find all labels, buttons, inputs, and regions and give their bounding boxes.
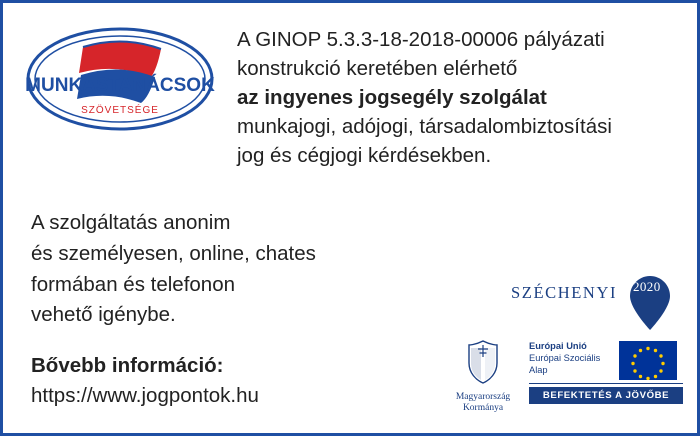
coat-caption-line-1: Magyarország: [455, 392, 511, 402]
hungary-coat-of-arms-block: [443, 339, 523, 415]
headline-line-5: jog és cégjogi kérdésekben.: [237, 144, 492, 168]
info-block: [31, 351, 461, 411]
funding-logo-row: [443, 339, 683, 417]
coat-caption: [443, 392, 523, 415]
eu-label-line-2: Európai Szociális: [529, 352, 601, 363]
body-line-4: vehető igénybe.: [31, 303, 176, 327]
szechenyi-text: SZÉCHENYI: [511, 283, 618, 302]
body-line-3: formában és telefonon: [31, 272, 235, 296]
eu-labels: [529, 341, 615, 377]
munkastanacsok-logo: [25, 25, 215, 133]
logo-sub-text: SZÖVETSÉGE: [81, 105, 159, 116]
eu-divider: [529, 383, 683, 384]
eu-label-line-1: Európai Unió: [529, 341, 587, 351]
headline-line-3: az ingyenes jogsegély szolgálat: [237, 86, 547, 110]
info-url-link[interactable]: https://www.jogpontok.hu: [31, 383, 259, 407]
coat-of-arms-icon: [466, 339, 500, 385]
szechenyi-2020-logo: [511, 275, 671, 337]
eu-banner: BEFEKTETÉS A JÖVŐBE: [529, 387, 683, 404]
body-line-1: A szolgáltatás anonim: [31, 211, 231, 234]
headline-line-1: A GINOP 5.3.3-18-2018-00006 pályázati: [237, 28, 605, 51]
szechenyi-year: 2020: [633, 279, 661, 294]
headline-paragraph: [237, 25, 689, 171]
coat-caption-line-2: Kormánya: [462, 403, 504, 414]
body-line-2: és személyesen, online, chates: [31, 241, 316, 265]
headline-line-2: konstrukció keretében elérhető: [237, 57, 518, 81]
eu-label-line-3: Alap: [529, 364, 548, 375]
logo-main-text: MUNKÁSTANÁCSOK: [25, 75, 215, 96]
logo-svg: [25, 25, 215, 133]
info-label: Bővebb információ:: [31, 354, 224, 377]
body-paragraph: [31, 208, 451, 331]
headline-line-4: munkajogi, adójogi, társadalombiztosítási: [237, 115, 612, 139]
eu-funding-block: [529, 341, 683, 404]
eu-flag-icon: [619, 341, 677, 380]
